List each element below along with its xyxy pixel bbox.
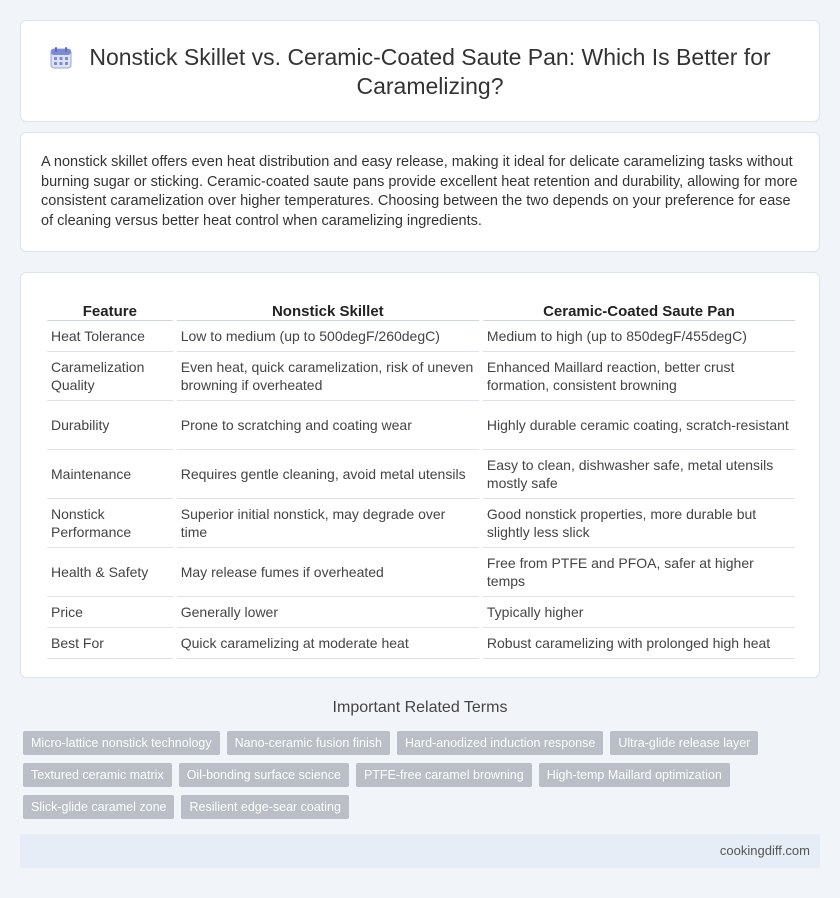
row-nonstick: Superior initial nonstick, may degrade over time <box>177 499 479 548</box>
comparison-card <box>20 272 820 678</box>
row-nonstick: Even heat, quick caramelization, risk of uneven browning if overheated <box>177 352 479 401</box>
table-row <box>47 628 795 659</box>
related-term-tag[interactable]: Nano-ceramic fusion finish <box>227 731 390 755</box>
row-nonstick: Generally lower <box>177 597 479 628</box>
related-term-tag[interactable]: Ultra-glide release layer <box>610 731 758 755</box>
row-feature: Health & Safety <box>47 548 173 597</box>
table-row <box>47 321 795 352</box>
table-row <box>47 548 795 597</box>
table-row <box>47 597 795 628</box>
related-term-tag[interactable]: Slick-glide caramel zone <box>23 795 174 819</box>
row-feature: Best For <box>47 628 173 659</box>
row-ceramic: Free from PTFE and PFOA, safer at higher temps <box>483 548 795 597</box>
row-ceramic: Good nonstick properties, more durable but slightly less slick <box>483 499 795 548</box>
row-feature: Heat Tolerance <box>47 321 173 352</box>
row-ceramic: Robust caramelizing with prolonged high heat <box>483 628 795 659</box>
header-feature: Feature <box>47 297 173 321</box>
table-header-row <box>47 297 795 321</box>
row-nonstick: Low to medium (up to 500degF/260degC) <box>177 321 479 352</box>
row-nonstick: May release fumes if overheated <box>177 548 479 597</box>
related-term-tag[interactable]: Oil-bonding surface science <box>179 763 349 787</box>
related-term-tag[interactable]: Micro-lattice nonstick technology <box>23 731 220 755</box>
row-feature: Caramelization Quality <box>47 352 173 401</box>
intro-paragraph: A nonstick skillet offers even heat distribution and easy release, making it ideal for delicate caramelizing tasks without burning sugar or sticking. Ceramic-coated saute pans provide excellent heat retention and durability, allowing for more consistent caramelization over higher temperatures. Choosing between the two depends on your preference for ease of cleaning versus better heat control when caramelizing ingredients. <box>41 154 798 229</box>
table-row <box>47 352 795 401</box>
footer-site-link[interactable]: cookingdiff.com <box>719 843 810 858</box>
title-card <box>20 20 820 122</box>
related-term-tag[interactable]: Textured ceramic matrix <box>23 763 172 787</box>
row-nonstick: Quick caramelizing at moderate heat <box>177 628 479 659</box>
related-terms-list <box>23 731 813 819</box>
row-ceramic: Enhanced Maillard reaction, better crust formation, consistent browning <box>483 352 795 401</box>
related-term-tag[interactable]: Resilient edge-sear coating <box>181 795 348 819</box>
row-ceramic: Easy to clean, dishwasher safe, metal utensils mostly safe <box>483 450 795 499</box>
intro-card <box>20 132 820 252</box>
footer <box>20 834 820 868</box>
header-ceramic: Ceramic-Coated Saute Pan <box>483 297 795 321</box>
row-nonstick: Requires gentle cleaning, avoid metal utensils <box>177 450 479 499</box>
page-title: Nonstick Skillet vs. Ceramic-Coated Saute Pan: Which Is Better for Caramelizing? <box>89 44 771 99</box>
table-row <box>47 450 795 499</box>
related-term-tag[interactable]: Hard-anodized induction response <box>397 731 603 755</box>
table-row <box>47 401 795 450</box>
related-term-tag[interactable]: PTFE-free caramel browning <box>356 763 532 787</box>
header-nonstick: Nonstick Skillet <box>177 297 479 321</box>
comparison-table <box>43 297 799 659</box>
row-feature: Durability <box>47 401 173 450</box>
row-nonstick: Prone to scratching and coating wear <box>177 401 479 450</box>
related-term-tag[interactable]: High-temp Maillard optimization <box>539 763 730 787</box>
row-ceramic: Medium to high (up to 850degF/455degC) <box>483 321 795 352</box>
related-terms-title: Important Related Terms <box>332 699 508 716</box>
row-feature: Price <box>47 597 173 628</box>
table-row <box>47 499 795 548</box>
row-feature: Maintenance <box>47 450 173 499</box>
row-ceramic: Typically higher <box>483 597 795 628</box>
row-feature: Nonstick Performance <box>47 499 173 548</box>
row-ceramic: Highly durable ceramic coating, scratch-resistant <box>483 401 795 450</box>
